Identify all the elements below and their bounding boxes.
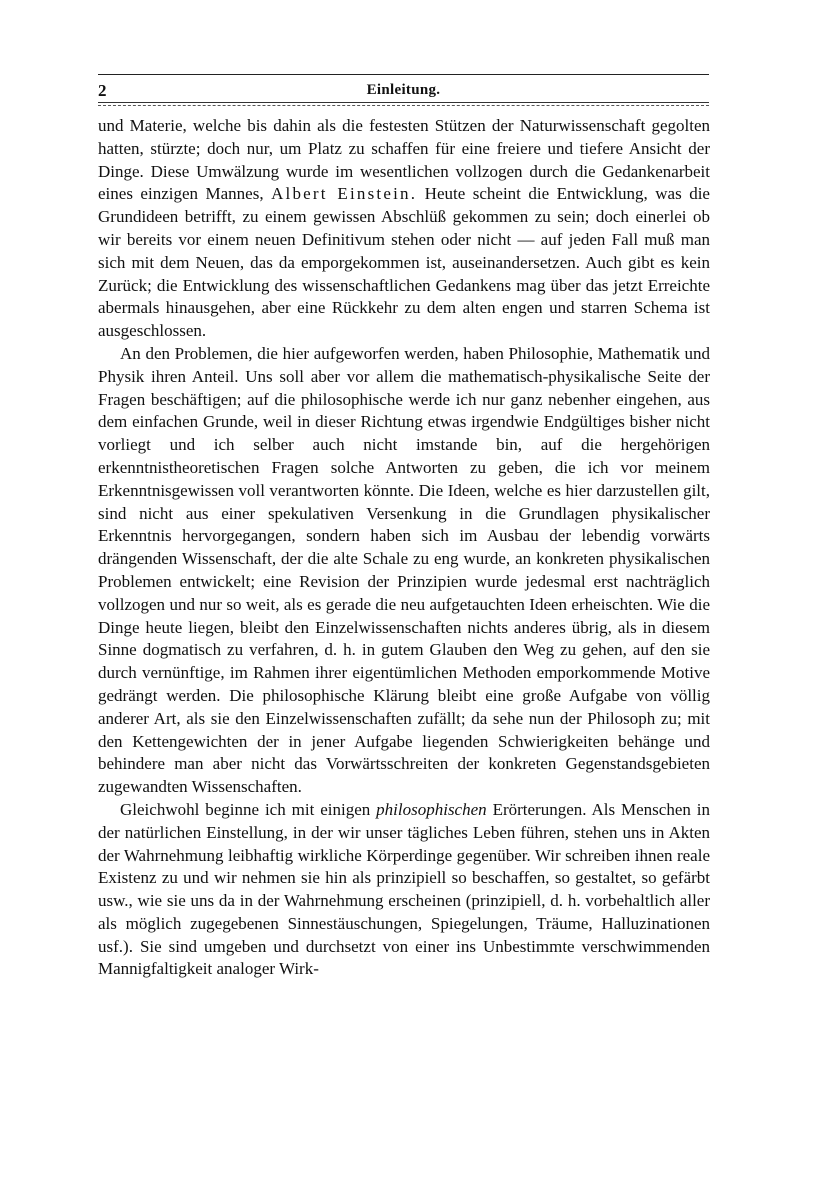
header-rule-bottom xyxy=(98,102,709,103)
paragraph-text: Heute scheint die Entwicklung, was die Grundideen betrifft, zu einem gewissen Abschlüß gekommen zu sein; doch einerlei ob wir bereits vor einem neuen Definitivum stehen oder nicht — auf jeden Fall muß man sich mit dem Neuen, das da emporgekommen ist, auseinandersetzen. Auch gibt es kein Zurück; die Entwicklung des wissenschaftlichen Gedankens mag über das jetzt Erreichte abermals hinausgehen, aber eine Rückkehr zu dem alten engen und starren Schema ist ausgeschlossen. xyxy=(98,184,710,341)
paragraph-text: An den Problemen, die hier aufgeworfen werden, haben Philosophie, Mathematik und Physik ihren Anteil. Uns soll aber vor allem die mathematisch-physikalische Seite der Fragen beschäftigen; auf die philosophische werde ich nur ganz nebenher eingehen, aus dem einfachen Grunde, weil in dieser Richtung etwas irgendwie Endgültiges bisher nicht vorliegt und ich selber auch nicht imstande bin, auf die hergehörigen erkenntnistheoretischen Fragen solche Antworten zu geben, die ich vor meinem Erkenntnisgewissen voll verantworten könnte. Die Ideen, welche es hier darzustellen gilt, sind nicht aus einer spekulativen Versenkung in die Grundlagen physikalischer Erkenntnis hervorgegangen, sondern haben sich im Ausbau der lebendig vorwärts drängenden Wissenschaft, der die alte Schale zu eng wurde, an konkreten physikalischen Problemen entwickelt; eine Revision der Prinzipien wurde jedesmal erst nachträglich vollzogen und nur so weit, als es gerade die neu aufgetauchten Ideen erheischten. Wie die Dinge heute liegen, bleibt den Einzelwissenschaften nichts anderes übrig, als in diesem Sinne dogmatisch zu verfahren, d. h. in gutem Glauben den Weg zu gehen, auf den sie durch vernünftige, im Rahmen ihrer eigentümlichen Methoden emporkommende Motive gedrängt werden. Die philosophische Klärung bleibt eine große Aufgabe von völlig anderer Art, als sie den Einzelwissenschaften zufällt; da sehe nun der Philosoph zu; mit den Kettengewichten der in jener Aufgabe liegenden Schwierigkeiten behänge und behindere man aber nicht das Vorwärtsschreiten der konkreten Gegenstandsgebieten zugewandten Wissenschaften. xyxy=(98,343,710,797)
header-rule-top xyxy=(98,74,709,75)
author-name-spaced: Albert Einstein. xyxy=(271,184,418,204)
running-title: Einleitung. xyxy=(366,82,441,98)
paragraph-1 xyxy=(98,115,710,343)
paragraph-text: Erörterungen. Als Menschen in der natürlichen Einstellung, in der wir unser tägliches Leben führen, stehen uns in Akten der Wahrnehmung leibhaftig wirkliche Körperdinge gegenüber. Wir schreiben ihnen reale Existenz zu und wir nehmen sie hin als prinzipiell so beschaffen, so gestaltet, so gefärbt usw., wie sie uns da in der Wahrnehmung erscheinen (prinzipiell, d. h. vorbehaltlich aller als möglich zugegebenen Sinnestäuschungen, Spiegelungen, Träume, Halluzinationen usf.). Sie sind umgeben und durchsetzt von einer ins Unbestimmte verschwimmenden Mannigfaltigkeit analoger Wirk- xyxy=(98,799,710,979)
paragraph-3 xyxy=(98,799,710,981)
running-head xyxy=(98,74,709,104)
paragraph-text: und Materie, welche bis dahin als die festesten Stützen der Naturwissenschaft gegolten hatten, stürzte; doch nur, um Platz zu schaffen für eine freiere und tiefere Ansicht der Dinge. Diese Umwälzung wurde im wesentlichen vollzogen durch die Gedankenarbeit eines einzigen Mannes, xyxy=(98,116,710,204)
paragraph-text: Gleichwohl beginne ich mit einigen xyxy=(120,799,377,819)
page-number: 2 xyxy=(98,81,107,100)
body-text xyxy=(98,115,710,981)
emphasis-italic: philosophischen xyxy=(376,799,487,819)
header-rule-dashed xyxy=(98,105,709,106)
paragraph-2 xyxy=(98,343,710,799)
